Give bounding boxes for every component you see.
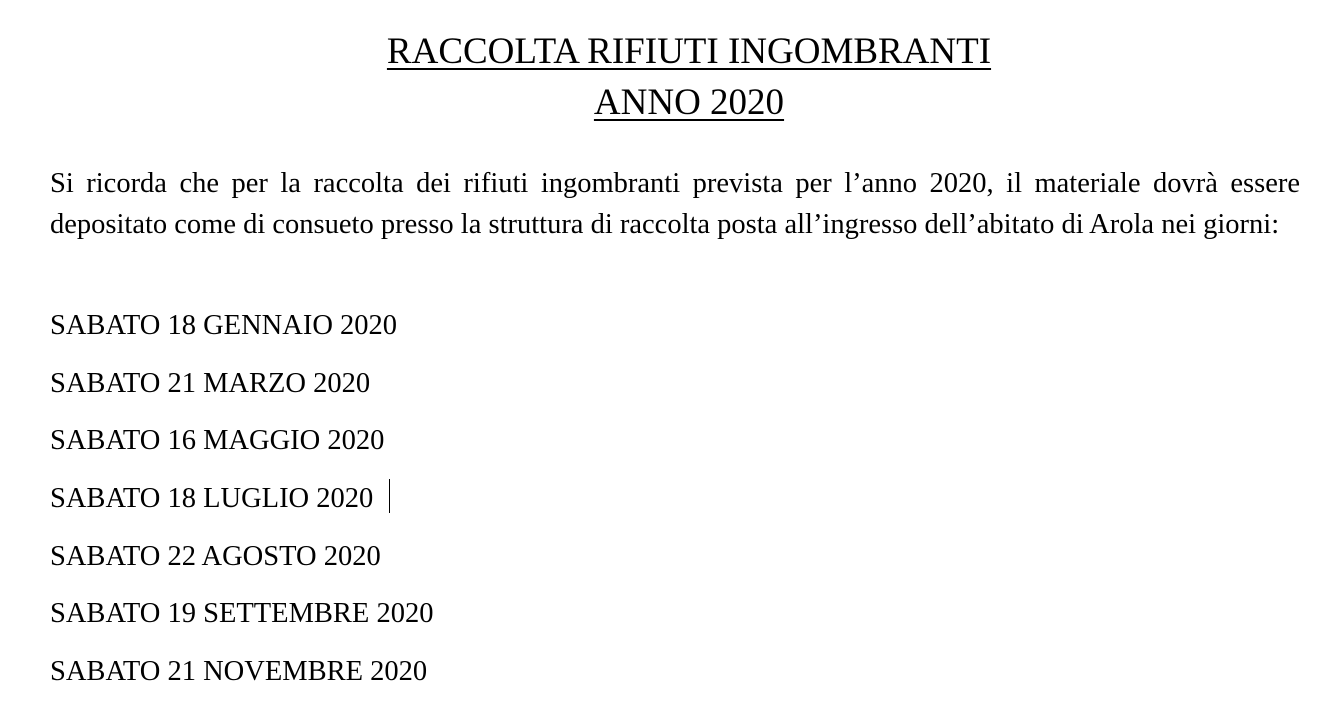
date-text: SABATO 21 MARZO 2020	[50, 367, 371, 399]
document-subtitle	[22, 81, 1334, 125]
date-item	[50, 593, 433, 634]
date-item	[50, 651, 433, 692]
collection-dates-list	[50, 305, 433, 709]
title-line-2: ANNO 2020	[593, 82, 785, 123]
date-text: SABATO 16 MAGGIO 2020	[50, 425, 385, 457]
title-line-1: RACCOLTA RIFIUTI INGOMBRANTI	[386, 31, 992, 72]
intro-paragraph: Si ricorda che per la raccolta dei rifiuti ingombranti prevista per l’anno 2020, il materiale dovrà essere depositato come di consueto presso la struttura di raccolta posta all’ingresso dell’abitato di Arola nei giorni:	[50, 168, 1300, 240]
date-text: SABATO 22 AGOSTO 2020	[50, 540, 381, 572]
text-cursor	[389, 479, 390, 513]
date-text: SABATO 18 GENNAIO 2020	[50, 310, 398, 341]
date-item	[50, 478, 433, 519]
date-item	[50, 363, 433, 404]
date-item	[50, 420, 433, 461]
date-item	[50, 305, 433, 346]
date-text: SABATO 19 SETTEMBRE 2020	[50, 598, 434, 630]
document-title	[22, 30, 1334, 74]
date-item	[50, 536, 433, 577]
date-text: SABATO 18 LUGLIO 2020	[50, 483, 374, 515]
date-text: SABATO 21 NOVEMBRE 2020	[50, 656, 428, 688]
